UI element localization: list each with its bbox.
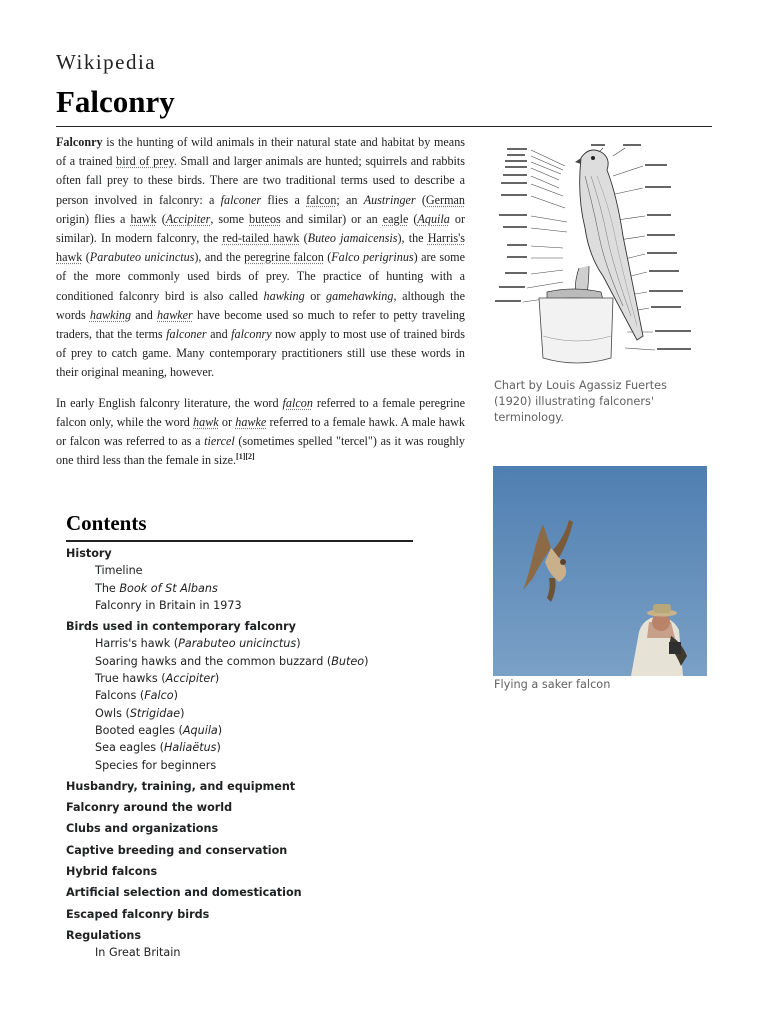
text: and bbox=[206, 327, 232, 342]
term: Austringer bbox=[363, 192, 416, 207]
paragraph-literature bbox=[56, 394, 465, 471]
reference-links[interactable]: [1][2] bbox=[236, 452, 255, 462]
toc-sea-eagles[interactable] bbox=[66, 739, 369, 756]
link-accipiter[interactable]: Accipiter bbox=[165, 211, 211, 226]
toc-timeline[interactable]: Timeline bbox=[95, 564, 143, 578]
link-hawker[interactable]: hawker bbox=[157, 307, 193, 322]
falcon-terminology-chart[interactable] bbox=[493, 136, 707, 376]
text: is the hunting of wild animals in their natural state and habitat by means of a trained bbox=[56, 135, 465, 169]
toc-text: Falcons ( bbox=[95, 689, 145, 703]
toc-soaring-hawks[interactable] bbox=[66, 653, 369, 670]
text: ), and the bbox=[194, 250, 245, 265]
toc-true-hawks[interactable] bbox=[66, 670, 369, 687]
toc-great-britain[interactable]: In Great Britain bbox=[95, 946, 181, 960]
text: , some bbox=[210, 211, 250, 226]
toc-husbandry[interactable]: Husbandry, training, and equipment bbox=[66, 779, 296, 793]
toc-text: Haliaëtus bbox=[163, 741, 217, 755]
toc-harris-hawk[interactable] bbox=[66, 635, 369, 652]
toc-text: ) bbox=[214, 672, 220, 686]
toc-divider bbox=[66, 540, 413, 542]
link-bird-of-prey[interactable]: bird of prey bbox=[116, 154, 174, 169]
toc-text: Strigidae bbox=[129, 706, 181, 720]
toc-text: The bbox=[95, 581, 120, 595]
toc-text: ) bbox=[364, 654, 369, 668]
toc-text: Harris's hawk ( bbox=[95, 637, 179, 651]
link-hawking[interactable]: hawking bbox=[89, 307, 132, 322]
toc-owls[interactable] bbox=[66, 705, 369, 722]
toc-title: Contents bbox=[66, 511, 147, 535]
text: ), the bbox=[397, 231, 428, 246]
toc-falcons[interactable] bbox=[66, 687, 369, 704]
toc-text: Falco bbox=[144, 689, 174, 703]
title-divider bbox=[56, 126, 712, 127]
text: referred to a female peregrine falcon only, while the word bbox=[56, 395, 465, 429]
toc-text: ) bbox=[296, 637, 301, 651]
toc-text: Book of St Albans bbox=[119, 581, 218, 595]
link-harris-hawk[interactable]: Harris's hawk bbox=[56, 231, 466, 265]
paragraph-intro bbox=[56, 133, 465, 383]
text: ) are some of the more commonly used birds of prey. The practice of hunting with a conditioned falconry bird is also called bbox=[56, 250, 465, 303]
text: In early English falconry literature, the word bbox=[56, 395, 283, 410]
text: referred to a female hawk. A male hawk or falcon was referred to as a bbox=[56, 414, 465, 449]
toc-text: Owls ( bbox=[95, 706, 130, 720]
link-eagle[interactable]: eagle bbox=[382, 211, 409, 226]
text: (sometimes spelled "tercel") as it was roughly one third less than the female in size. bbox=[56, 434, 465, 468]
toc-birds[interactable]: Birds used in contemporary falconry bbox=[66, 620, 296, 634]
text: ( bbox=[156, 211, 166, 226]
toc-text: Soaring hawks and the common buzzard ( bbox=[95, 654, 332, 668]
text: ( bbox=[299, 231, 308, 246]
text: or bbox=[218, 414, 236, 429]
toc-captive-breeding[interactable]: Captive breeding and conservation bbox=[66, 843, 288, 857]
text: ( bbox=[323, 250, 332, 265]
text: or bbox=[304, 288, 326, 303]
text: ( bbox=[408, 211, 418, 226]
text: have become used so much to refer to petty traveling traders, that the terms bbox=[56, 307, 465, 342]
text: ( bbox=[82, 250, 90, 265]
text: flies a bbox=[261, 192, 307, 207]
link-falcon-word[interactable]: falcon bbox=[282, 395, 313, 410]
toc-species-for-beginners[interactable]: Species for beginners bbox=[95, 758, 217, 772]
text: ( bbox=[415, 192, 426, 207]
term: hawking bbox=[263, 288, 305, 303]
text: origin) flies a bbox=[56, 211, 131, 226]
text: now apply to most use of trained birds of prey to catch game. Many contemporary practitioners still use these words in their original meaning, however. bbox=[56, 327, 465, 380]
link-hawke-word[interactable]: hawke bbox=[235, 414, 267, 429]
toc-around-the-world[interactable]: Falconry around the world bbox=[66, 801, 233, 815]
toc-text: Accipiter bbox=[165, 672, 215, 686]
article-body bbox=[56, 133, 465, 481]
term: falconer bbox=[166, 327, 207, 342]
toc-clubs[interactable]: Clubs and organizations bbox=[66, 822, 219, 836]
photo-caption: Flying a saker falcon bbox=[494, 678, 611, 691]
link-falcon[interactable]: falcon bbox=[306, 192, 337, 207]
wikipedia-wordmark[interactable]: Wikipedia bbox=[56, 50, 157, 74]
text: and similar) or an bbox=[280, 211, 383, 226]
link-aquila[interactable]: Aquila bbox=[417, 211, 450, 226]
text: . Small and larger animals are hunted; squirrels and rabbits often fall prey to these birds. There are two traditional terms used to describe a person involved in falconry: a bbox=[56, 154, 465, 207]
term: Falco perigrinus bbox=[331, 250, 414, 265]
toc-book-of-st-albans[interactable] bbox=[66, 580, 369, 597]
text: and bbox=[131, 307, 158, 322]
toc-text: ) bbox=[173, 689, 178, 703]
term: gamehawking bbox=[326, 288, 394, 303]
text: , although the words bbox=[56, 288, 465, 322]
link-hawk-word[interactable]: hawk bbox=[193, 414, 219, 429]
term: falconry bbox=[231, 327, 272, 342]
link-hawk[interactable]: hawk bbox=[130, 211, 157, 226]
table-of-contents bbox=[66, 545, 369, 962]
link-red-tailed-hawk[interactable]: red-tailed hawk bbox=[222, 231, 300, 246]
text: ; an bbox=[336, 192, 364, 207]
toc-hybrid-falcons[interactable]: Hybrid falcons bbox=[66, 865, 158, 879]
term: Parabuteo unicinctus bbox=[89, 250, 195, 265]
text: or similar). In modern falconry, the bbox=[56, 211, 465, 246]
term: tiercel bbox=[204, 434, 235, 449]
toc-history[interactable]: History bbox=[66, 547, 112, 560]
toc-britain-1973[interactable]: Falconry in Britain in 1973 bbox=[95, 598, 242, 612]
toc-text: Buteo bbox=[331, 654, 365, 668]
term: falconer bbox=[220, 192, 262, 207]
link-buteos[interactable]: buteos bbox=[249, 211, 281, 226]
toc-text: True hawks ( bbox=[95, 672, 166, 686]
toc-booted-eagles[interactable] bbox=[66, 722, 369, 739]
toc-text: ) bbox=[217, 723, 223, 737]
chart-caption: Chart by Louis Agassiz Fuertes (1920) illustrating falconers' terminology. bbox=[494, 379, 668, 424]
term-falconry: Falconry bbox=[56, 135, 103, 149]
toc-text: Sea eagles ( bbox=[95, 741, 164, 755]
toc-text: Aquila bbox=[182, 723, 218, 737]
toc-text: ) bbox=[216, 741, 221, 755]
term: Buteo jamaicensis bbox=[307, 231, 398, 246]
toc-escaped-birds[interactable]: Escaped falconry birds bbox=[66, 907, 210, 921]
toc-artificial-selection[interactable]: Artificial selection and domestication bbox=[66, 886, 302, 900]
link-peregrine-falcon[interactable]: peregrine falcon bbox=[244, 250, 324, 265]
page-title: Falconry bbox=[56, 84, 175, 119]
toc-text: Booted eagles ( bbox=[95, 723, 183, 737]
toc-text: Parabuteo unicinctus bbox=[178, 637, 297, 651]
toc-regulations[interactable]: Regulations bbox=[66, 928, 142, 942]
saker-falcon-photo[interactable] bbox=[493, 466, 707, 676]
link-german[interactable]: German bbox=[425, 192, 465, 207]
toc-text: ) bbox=[180, 706, 185, 720]
